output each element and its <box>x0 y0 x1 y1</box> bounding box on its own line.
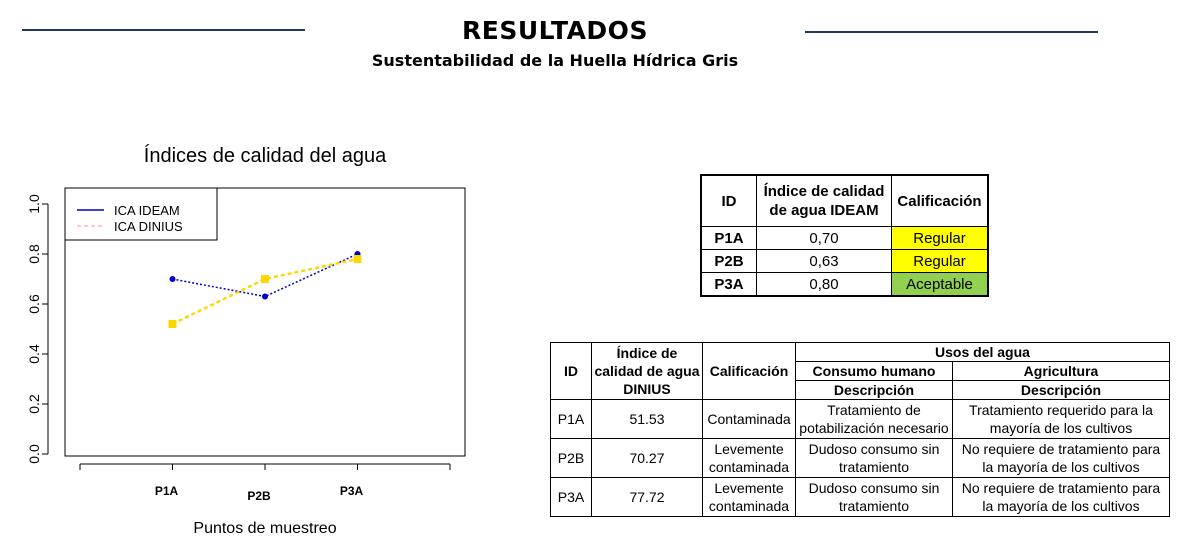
ideam-header-row <box>701 175 988 227</box>
dinius-cell-human: Tratamiento de potabilización necesario <box>796 400 953 439</box>
table-row <box>551 478 1170 517</box>
dinius-cell-agri: Tratamiento requerido para la mayoría de los cultivos <box>953 400 1170 439</box>
x-axis-label: Puntos de muestreo <box>193 520 337 537</box>
ideam-cell-rating: Regular <box>892 250 989 273</box>
ideam-cell-value: 0,80 <box>757 273 892 297</box>
ideam-cell-rating: Regular <box>892 227 989 250</box>
x-tick-label: P2B <box>247 489 271 503</box>
dinius-cell-agri: No requiere de tratamiento para la mayoría de los cultivos <box>953 439 1170 478</box>
dinius-header-uses: Usos del agua <box>796 343 1170 362</box>
y-axis <box>26 194 48 464</box>
dinius-cell-rating: Levemente contaminada <box>703 439 796 478</box>
x-tick-label: P3A <box>339 484 364 498</box>
data-point <box>261 275 269 283</box>
water-quality-chart <box>0 130 520 550</box>
y-tick-label: 0.0 <box>26 444 42 464</box>
data-point <box>262 294 268 300</box>
dinius-header-row-1 <box>551 343 1170 362</box>
page-title: RESULTADOS <box>462 16 648 45</box>
data-point <box>169 320 177 328</box>
page-subtitle: Sustentabilidad de la Huella Hídrica Gris <box>371 51 739 70</box>
table-row <box>701 227 988 250</box>
dinius-cell-value: 51.53 <box>592 400 703 439</box>
series-line-1 <box>173 259 358 324</box>
dinius-header-rating: Calificación <box>703 343 796 400</box>
dinius-header-index: Índice de calidad de agua DINIUS <box>592 343 703 400</box>
legend-label-ideam: ICA IDEAM <box>114 203 180 218</box>
dinius-cell-human: Dudoso consumo sin tratamiento <box>796 478 953 517</box>
dinius-cell-rating: Contaminada <box>703 400 796 439</box>
y-tick-label: 0.6 <box>26 294 42 314</box>
y-tick-label: 1.0 <box>26 194 42 214</box>
dinius-cell-rating: Levemente contaminada <box>703 478 796 517</box>
dinius-header-agri: Agricultura <box>953 362 1170 381</box>
y-tick-label: 0.8 <box>26 244 42 264</box>
ideam-table <box>700 174 989 297</box>
dinius-cell-value: 77.72 <box>592 478 703 517</box>
dinius-header-id: ID <box>551 343 592 400</box>
series-layer <box>169 251 362 328</box>
x-axis <box>80 464 450 503</box>
dinius-header-desc-agri: Descripción <box>953 381 1170 400</box>
data-point <box>170 276 176 282</box>
table-row <box>701 250 988 273</box>
ideam-header-id: ID <box>701 175 757 227</box>
y-tick-label: 0.2 <box>26 394 42 414</box>
ideam-cell-value: 0,70 <box>757 227 892 250</box>
table-row <box>551 400 1170 439</box>
dinius-cell-human: Dudoso consumo sin tratamiento <box>796 439 953 478</box>
table-row <box>551 439 1170 478</box>
dinius-cell-id: P2B <box>551 439 592 478</box>
dinius-header-desc-human: Descripción <box>796 381 953 400</box>
table-row <box>701 273 988 297</box>
ideam-header-index: Índice de calidad de agua IDEAM <box>757 175 892 227</box>
ideam-cell-id: P3A <box>701 273 757 297</box>
ideam-cell-id: P2B <box>701 250 757 273</box>
x-tick-label: P1A <box>154 484 179 498</box>
legend-label-dinius: ICA DINIUS <box>114 219 183 234</box>
legend <box>65 188 217 240</box>
ideam-cell-rating: Aceptable <box>892 273 989 297</box>
dinius-cell-id: P3A <box>551 478 592 517</box>
dinius-cell-value: 70.27 <box>592 439 703 478</box>
data-point <box>354 255 362 263</box>
ideam-header-rating: Calificación <box>892 175 989 227</box>
y-tick-label: 0.4 <box>26 344 42 364</box>
dinius-cell-id: P1A <box>551 400 592 439</box>
ideam-cell-id: P1A <box>701 227 757 250</box>
dinius-cell-agri: No requiere de tratamiento para la mayoría de los cultivos <box>953 478 1170 517</box>
dinius-header-human: Consumo humano <box>796 362 953 381</box>
ideam-cell-value: 0,63 <box>757 250 892 273</box>
dinius-table <box>550 342 1170 517</box>
chart-title: Índices de calidad del agua <box>143 145 387 167</box>
